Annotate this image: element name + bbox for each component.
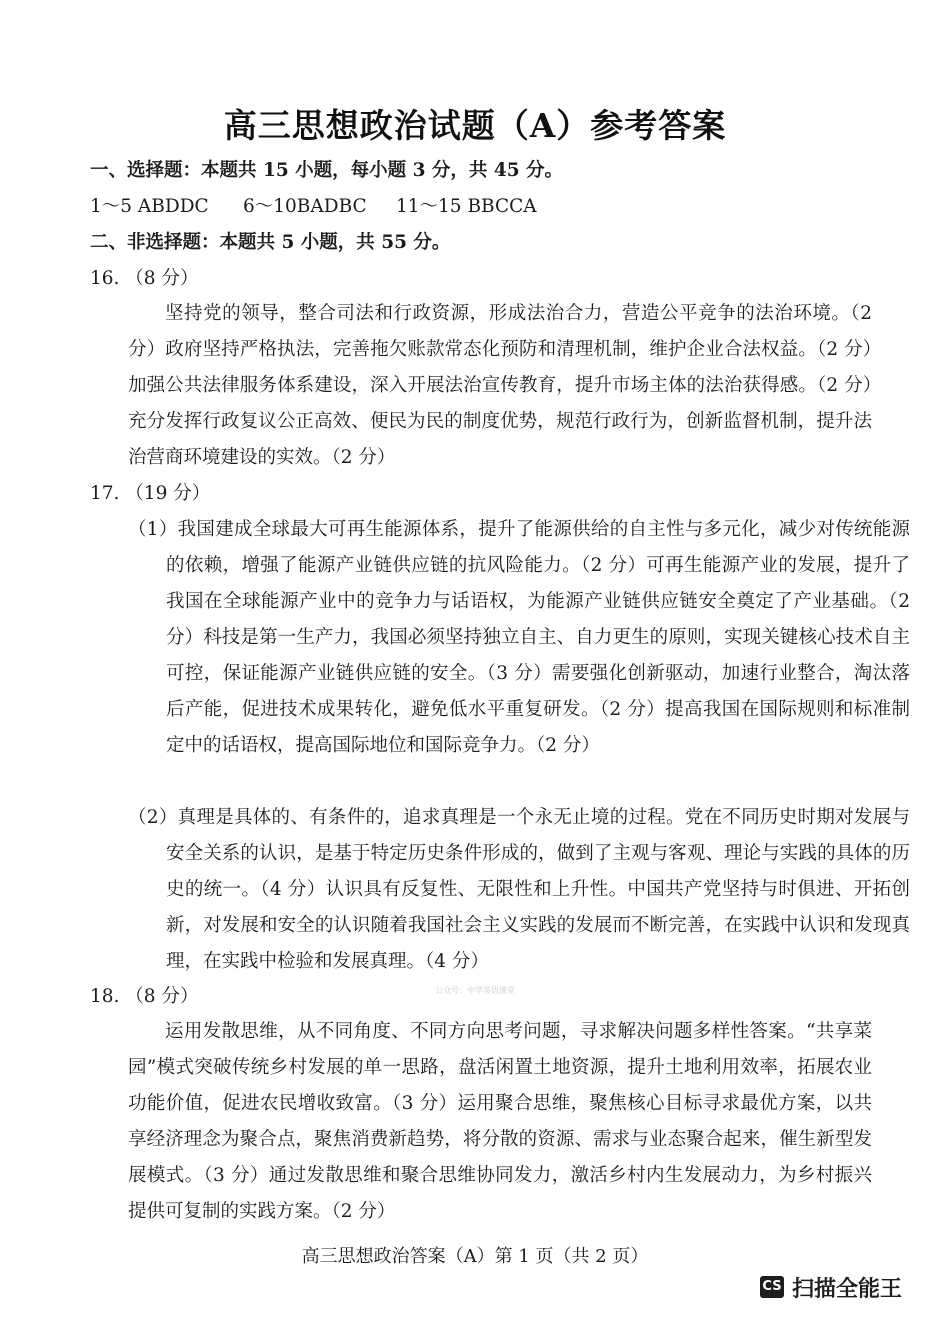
q17-label: 17. （19 分）	[90, 483, 211, 504]
scanner-app-badge	[760, 1272, 950, 1302]
scanner-app-name: 扫描全能王	[792, 1276, 903, 1302]
q17-part1-answer: （1）我国建成全球最大可再生能源体系，提升了能源供给的自主性与多元化，减少对传统能源的依赖，增强了能源产业链供应链的抗风险能力。（2 分）可再生能源产业的发展，提升了我国在全球能源产业中的竞争力与话语权，为能源产业链供应链安全奠定了产业基础。（2 分）科技是第一生产力，我国必须坚持独立自主、自力更生的原则，实现关键核心技术自主可控，保证能源产业链供应链的安全。（3 分）需要强化创新驱动，加速行业整合，淘汰落后产能，促进技术成果转化，避免低水平重复研发。（2 分）提高我国在国际规则和标准制定中的话语权，提高国际地位和国际竞争力。（2 分）	[128, 519, 910, 756]
page-title: 高三思想政治试题（A）参考答案	[223, 106, 727, 145]
section1-heading: 一、选择题：本题共 15 小题，每小题 3 分，共 45 分。	[90, 160, 564, 181]
q18-label: 18. （8 分）	[90, 986, 199, 1007]
camscanner-icon: CS	[760, 1276, 784, 1298]
q18-answer: 运用发散思维，从不同角度、不同方向思考问题，寻求解决问题多样性答案。“共享菜园”模式突破传统乡村发展的单一思路，盘活闲置土地资源，提升土地利用效率，拓展农业功能价值，促进农民增收致富。（3 分）运用聚合思维，聚焦核心目标寻求最优方案，以共享经济理念为聚合点，聚焦消费新趋势，将分散的资源、需求与业态聚合起来，催生新型发展模式。（3 分）通过发散思维和聚合思维协同发力，激活乡村内生发展动力，为乡村振兴提供可复制的实践方案。（2 分）	[128, 1021, 872, 1222]
mc-answers-6-10: 6～10BADBC	[243, 196, 367, 217]
mc-answers-11-15: 11～15 BBCCA	[396, 196, 537, 217]
watermark: 公众号：中学英语课堂	[435, 986, 515, 995]
q16-label: 16. （8 分）	[90, 268, 199, 289]
q17-part2-answer: （2）真理是具体的、有条件的，追求真理是一个永无止境的过程。党在不同历史时期对发展与安全关系的认识，是基于特定历史条件形成的，做到了主观与客观、理论与实践的具体的历史的统一。（4 分）认识具有反复性、无限性和上升性。中国共产党坚持与时俱进、开拓创新，对发展和安全的认识随着我国社会主义实践的发展而不断完善，在实践中认识和发现真理，在实践中检验和发展真理。（4 分）	[128, 807, 910, 972]
mc-answers-1-5: 1～5 ABDDC	[90, 196, 209, 217]
section2-heading: 二、非选择题：本题共 5 小题，共 55 分。	[90, 232, 451, 253]
q16-answer: 坚持党的领导，整合司法和行政资源，形成法治合力，营造公平竞争的法治环境。（2 分）政府坚持严格执法，完善拖欠账款常态化预防和清理机制，维护企业合法权益。（2 分）加强公共法律服务体系建设，深入开展法治宣传教育，提升市场主体的法治获得感。（2 分）充分发挥行政复议公正高效、便民为民的制度优势，规范行政行为，创新监督机制，提升法治营商环境建设的实效。（2 分）	[128, 303, 872, 468]
page-footer: 高三思想政治答案（A）第 1 页（共 2 页）	[301, 1246, 649, 1267]
